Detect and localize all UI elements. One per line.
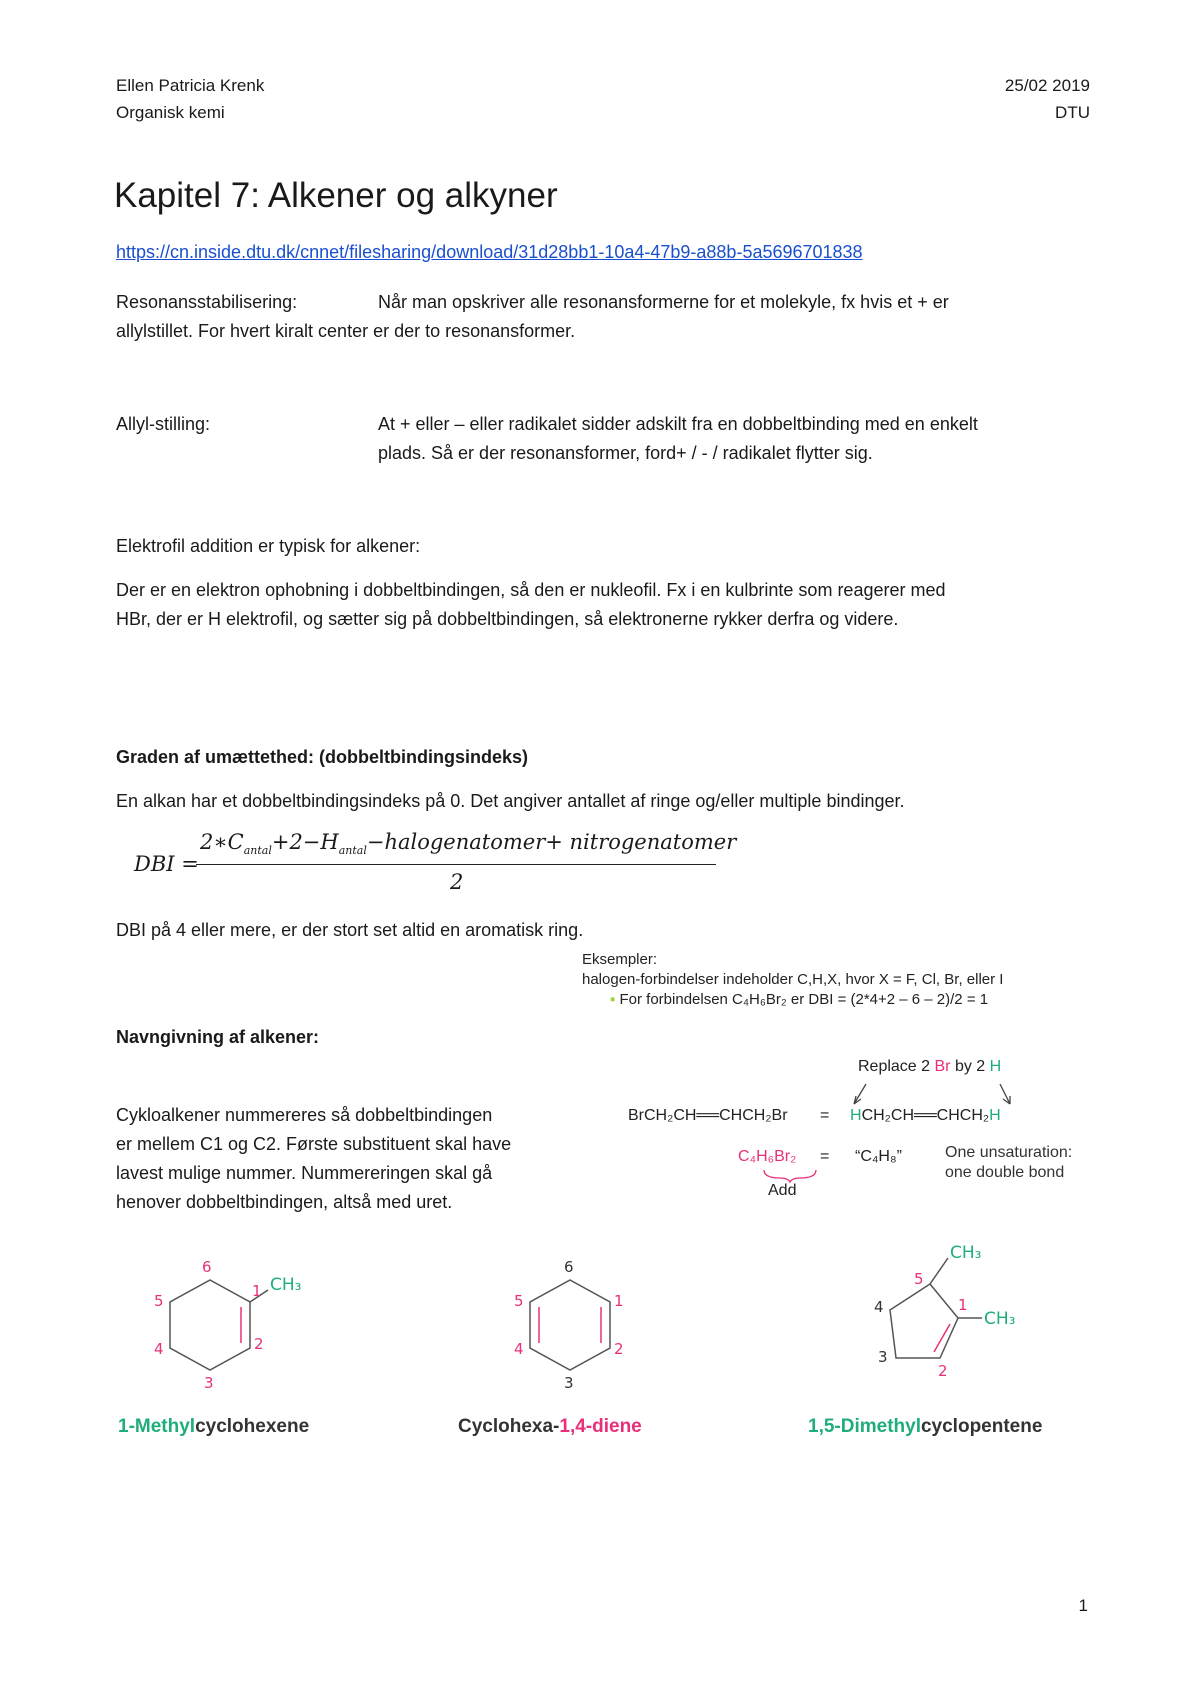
molecule-1-structure [140, 1250, 360, 1400]
add-label: Add [768, 1182, 797, 1199]
m3-num-2: 2 [938, 1362, 948, 1380]
allyl-term: Allyl-stilling: [116, 414, 211, 434]
m2-name-a: Cyclohexa- [458, 1416, 560, 1437]
replace-right-formula [850, 1107, 1001, 1125]
unsat-note [945, 1143, 1072, 1183]
m2-num-5: 5 [514, 1292, 524, 1310]
m1-name-b: cyclohexene [195, 1416, 310, 1437]
formula-num-a: 2∗C [200, 830, 244, 854]
molecule-2-name [458, 1416, 642, 1438]
right-mid: CH₂CH══CHCH₂ [861, 1107, 990, 1124]
resonance-term: Resonansstabilisering: [116, 292, 298, 312]
m3-num-1: 1 [958, 1296, 968, 1314]
formula-num-c: −halogenatomer+ nitrogenatomer [366, 830, 737, 854]
replace-h: H [989, 1058, 1002, 1075]
resonance-def-line2: allylstillet. For hvert kiralt center er der to resonansformer. [116, 321, 576, 341]
replace-text-a: Replace 2 [858, 1058, 935, 1075]
formula-lhs: DBI = [134, 852, 199, 876]
m2-num-3: 3 [564, 1374, 574, 1392]
header-institution: DTU [1055, 103, 1090, 122]
formula-num-b: +2−H [271, 830, 339, 854]
m2-num-1: 1 [614, 1292, 624, 1310]
replace-equals-1: = [820, 1107, 830, 1124]
molecule-2-structure [500, 1250, 660, 1400]
m3-name-b: cyclopentene [920, 1416, 1043, 1437]
naming-line3: lavest mulige nummer. Nummereringen skal gå [116, 1163, 493, 1183]
m1-num-1: 1 [252, 1282, 262, 1300]
naming-line2: er mellem C1 og C2. Første substituent skal have [116, 1134, 512, 1154]
formula-numerator [200, 830, 736, 857]
naming-line1: Cykloalkener nummereres så dobbeltbindingen [116, 1105, 493, 1125]
electrophilic-line1: Der er en elektron ophobning i dobbeltbindingen, så den er nukleofil. Fx i en kulbrinte som reagerer med [116, 580, 946, 600]
dbi-heading: Graden af umættethed: (dobbeltbindingsindeks) [116, 747, 529, 767]
replace-equals-2: = [820, 1148, 830, 1165]
replace-caption [858, 1058, 1001, 1076]
header-course: Organisk kemi [116, 103, 225, 122]
example-bullet: For forbindelsen C₄H₆Br₂ er DBI = (2*4+2 – 6 – 2)/2 = 1 [619, 991, 989, 1008]
row2-right: “C₄H₈” [855, 1148, 902, 1165]
m3-name-a: 1,5-Dimethyl [808, 1416, 921, 1437]
m1-num-3: 3 [204, 1374, 214, 1392]
m1-num-5: 5 [154, 1292, 164, 1310]
naming-heading: Navngivning af alkener: [116, 1027, 320, 1047]
m2-num-4: 4 [514, 1340, 524, 1358]
m2-name-b: 1,4-diene [559, 1416, 642, 1437]
m1-name-a: 1-Methyl [118, 1416, 196, 1437]
m1-ch3: CH₃ [270, 1275, 302, 1295]
m3-ch3-top: CH₃ [950, 1243, 982, 1263]
download-link[interactable]: https://cn.inside.dtu.dk/cnnet/filesharing/download/31d28bb1-10a4-47b9-a88b-5a5696701838 [116, 242, 863, 262]
example-box [582, 950, 1003, 1010]
formula-fraction-bar [196, 864, 716, 865]
resonance-def-line1: Når man opskriver alle resonansformerne for et molekyle, fx hvis et + er [378, 292, 949, 312]
m1-num-6: 6 [202, 1258, 212, 1276]
right-h2: H [989, 1107, 1001, 1124]
replace-arrows [850, 1080, 1030, 1110]
formula-denominator: 2 [450, 870, 464, 894]
m1-num-2: 2 [254, 1335, 264, 1353]
m2-num-2: 2 [614, 1340, 624, 1358]
dbi-line1: En alkan har et dobbeltbindingsindeks på 0. Det angiver antallet af ringe og/eller multiple bindinger. [116, 791, 905, 811]
unsat-line2: one double bond [945, 1164, 1065, 1181]
m1-num-4: 4 [154, 1340, 164, 1358]
electrophilic-heading: Elektrofil addition er typisk for alkener: [116, 536, 421, 556]
m3-num-5: 5 [914, 1270, 924, 1288]
replace-br: Br [934, 1058, 951, 1075]
page-number: 1 [1078, 1596, 1088, 1615]
molecule-1-name [118, 1416, 309, 1438]
allyl-def-line2: plads. Så er der resonansformer, ford+ / - / radikalet flytter sig. [378, 443, 873, 463]
naming-line4: henover dobbeltbindingen, altså med uret. [116, 1192, 453, 1212]
example-line1: halogen-forbindelser indeholder C,H,X, hvor X = F, Cl, Br, eller I [582, 971, 1004, 988]
example-bullet-row [582, 990, 1003, 1010]
molecule-3-name [808, 1416, 1042, 1438]
header-author: Ellen Patricia Krenk [116, 76, 265, 95]
replace-text-b: by 2 [950, 1058, 990, 1075]
replace-left-formula: BrCH₂CH══CHCH₂Br [628, 1107, 788, 1124]
unsat-line1: One unsaturation: [945, 1144, 1073, 1161]
row2-left [738, 1148, 796, 1166]
formula-sub2: antal [338, 844, 367, 858]
electrophilic-line2: HBr, der er H elektrofil, og sætter sig på dobbeltbindingen, så elektronerne rykker derfra og videre. [116, 609, 899, 629]
formula-sub1: antal [243, 844, 272, 858]
molecule-3-structure [850, 1236, 1050, 1396]
dbi-note: DBI på 4 eller mere, er der stort set altid en aromatisk ring. [116, 920, 584, 940]
page-title: Kapitel 7: Alkener og alkyner [114, 176, 558, 215]
m3-num-4: 4 [874, 1298, 884, 1316]
allyl-def-line1: At + eller – eller radikalet sidder adskilt fra en dobbeltbinding med en enkelt [378, 414, 978, 434]
m3-num-3: 3 [878, 1348, 888, 1366]
m2-num-6: 6 [564, 1258, 574, 1276]
m3-ch3-right: CH₃ [984, 1309, 1016, 1329]
bullet-icon: ▪ [610, 991, 616, 1008]
header-date: 25/02 2019 [1004, 76, 1090, 95]
right-h1: H [850, 1107, 862, 1124]
row2-left-formula: C₄H₆Br₂ [738, 1148, 797, 1165]
example-title: Eksempler: [582, 951, 658, 968]
